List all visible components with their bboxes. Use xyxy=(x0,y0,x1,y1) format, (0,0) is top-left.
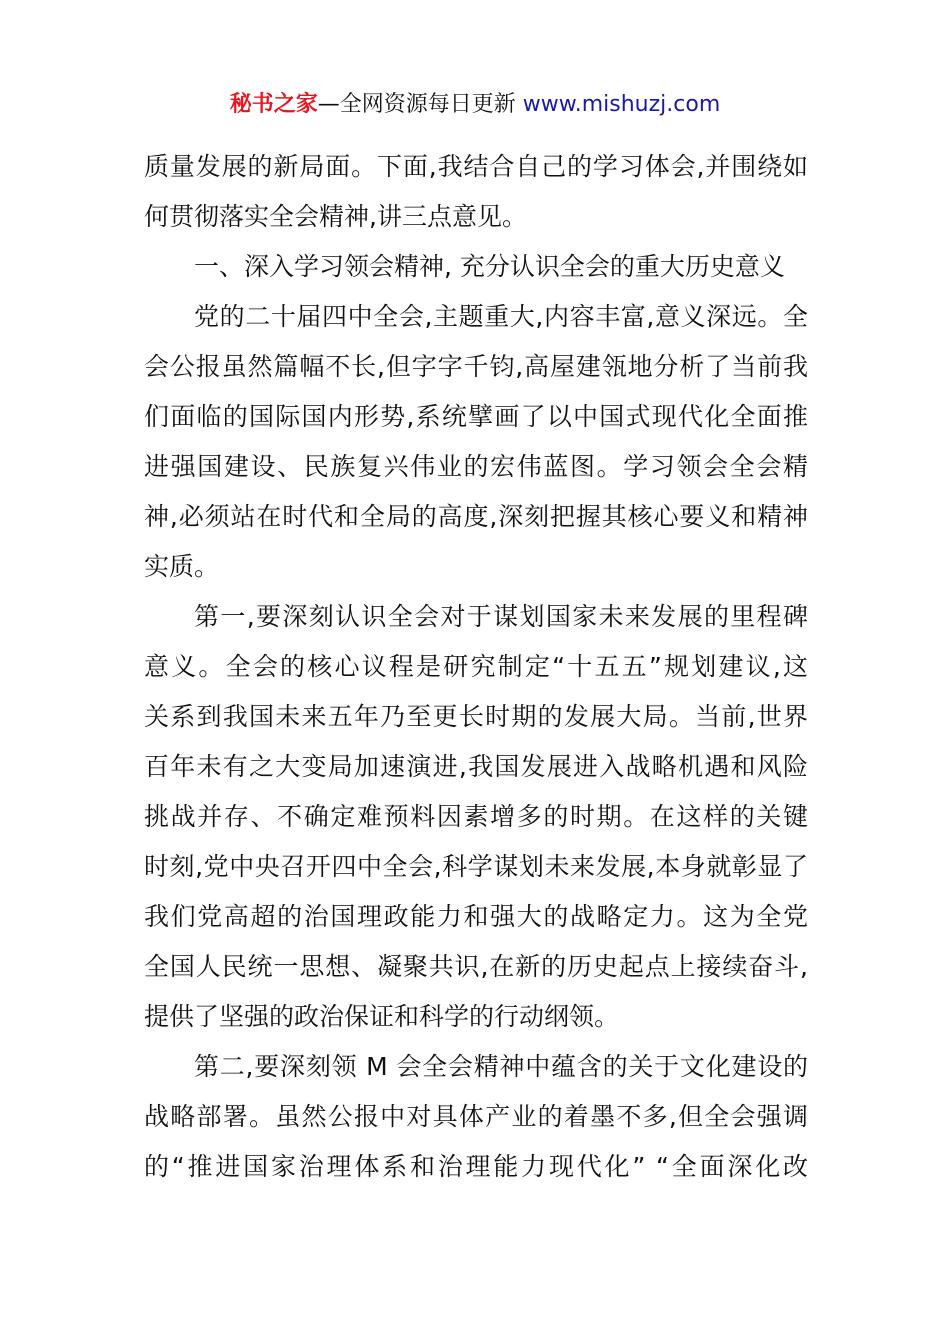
text-line: 意义。全会的核心议程是研究制定“十五五”规划建议,这 xyxy=(144,652,808,681)
site-brand: 秘书之家 xyxy=(229,92,318,117)
text-line: 我们党高超的治国理政能力和强大的战略定力。这为全党 xyxy=(144,902,808,931)
site-url-link[interactable]: www.mishuzj.com xyxy=(522,92,721,117)
text-line: 进强国建设、民族复兴伟业的宏伟蓝图。学习领会全会精 xyxy=(144,452,808,481)
text-line: 质量发展的新局面。下面,我结合自己的学习体会,并围绕如 xyxy=(144,152,808,181)
text-line: 百年未有之大变局加速演进,我国发展进入战略机遇和风险 xyxy=(144,752,808,781)
text-line: 关系到我国未来五年乃至更长时期的发展大局。当前,世界 xyxy=(144,702,808,731)
text-line: 的“推进国家治理体系和治理能力现代化” “全面深化改 xyxy=(144,1152,808,1181)
text-line: 何贯彻落实全会精神,讲三点意见。 xyxy=(144,202,527,231)
document-body xyxy=(144,142,808,1192)
text-line: 会公报虽然篇幅不长,但字字千钧,高屋建瓴地分析了当前我 xyxy=(144,352,808,381)
text-line: 全国人民统一思想、凝聚共识,在新的历史起点上接续奋斗, xyxy=(144,952,808,981)
site-tagline: —全网资源每日更新 xyxy=(317,92,516,117)
text-line: 一、深入学习领会精神, 充分认识全会的重大历史意义 xyxy=(194,252,785,281)
text-line: 们面临的国际国内形势,系统擘画了以中国式现代化全面推 xyxy=(144,402,808,431)
site-header xyxy=(0,88,950,122)
text-line: 第二,要深刻领 M 会全会精神中蕴含的关于文化建设的 xyxy=(194,1052,808,1081)
text-line: 提供了坚强的政治保证和科学的行动纲领。 xyxy=(144,1002,620,1031)
text-line: 第一,要深刻认识全会对于谋划国家未来发展的里程碑 xyxy=(194,602,808,631)
text-line: 挑战并存、不确定难预料因素增多的时期。在这样的关键 xyxy=(144,802,808,831)
text-line: 时刻,党中央召开四中全会,科学谋划未来发展,本身就彰显了 xyxy=(144,852,808,881)
text-line: 党的二十届四中全会,主题重大,内容丰富,意义深远。全 xyxy=(194,302,808,331)
text-line: 战略部署。虽然公报中对具体产业的着墨不多,但全会强调 xyxy=(144,1102,808,1131)
text-line: 实质。 xyxy=(144,552,220,581)
text-line: 神,必须站在时代和全局的高度,深刻把握其核心要义和精神 xyxy=(144,502,808,531)
